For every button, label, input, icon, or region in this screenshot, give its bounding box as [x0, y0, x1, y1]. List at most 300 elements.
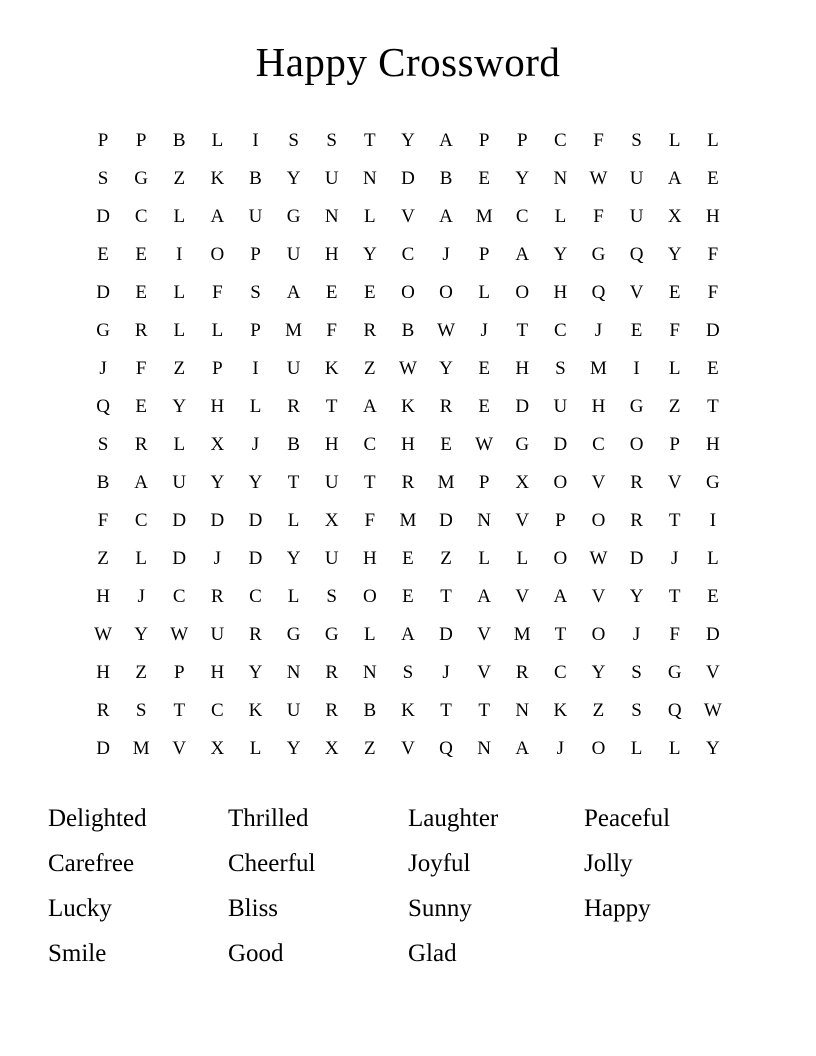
letter-cell: P — [478, 472, 490, 493]
letter-cell: E — [707, 168, 719, 189]
letter-cell: V — [172, 738, 187, 759]
letter-cell: V — [515, 586, 530, 607]
letter-cell: H — [706, 434, 720, 455]
letter-grid-row — [84, 160, 732, 198]
letter-cell: U — [324, 548, 339, 569]
letter-cell: D — [439, 510, 453, 531]
letter-cell: H — [324, 434, 339, 455]
letter-cell: L — [668, 358, 681, 379]
letter-cell: I — [633, 358, 640, 379]
word-list-item: Thrilled — [228, 805, 309, 832]
letter-cell: D — [629, 548, 644, 569]
letter-cell: Y — [553, 244, 568, 265]
letter-cell: Y — [248, 662, 263, 683]
letter-cell: C — [554, 130, 567, 151]
letter-cell: F — [707, 244, 719, 265]
letter-cell: U — [286, 358, 301, 379]
letter-cell: A — [439, 130, 453, 151]
letter-cell: O — [591, 510, 606, 531]
letter-cell: F — [707, 282, 719, 303]
letter-grid-row — [84, 312, 732, 350]
letter-cell: T — [325, 396, 338, 417]
letter-cell: E — [440, 434, 452, 455]
letter-cell: A — [515, 244, 530, 265]
letter-cell: N — [515, 700, 530, 721]
letter-cell: Y — [515, 168, 530, 189]
letter-cell: S — [135, 700, 147, 721]
letter-cell: Y — [439, 358, 453, 379]
letter-grid-row — [84, 502, 732, 540]
letter-cell: M — [475, 206, 493, 227]
letter-cell: W — [398, 358, 417, 379]
letter-grid-row — [84, 540, 732, 578]
letter-cell: J — [480, 320, 488, 341]
word-list-item — [584, 931, 764, 976]
letter-cell: V — [401, 206, 415, 227]
letter-cell: T — [516, 320, 529, 341]
letter-cell: O — [515, 282, 530, 303]
letter-cell: O — [553, 472, 568, 493]
letter-cell: P — [250, 244, 261, 265]
letter-cell: M — [399, 510, 417, 531]
letter-cell: D — [706, 624, 720, 645]
letter-cell: S — [631, 662, 642, 683]
letter-cell: A — [477, 586, 492, 607]
letter-cell: R — [401, 472, 415, 493]
letter-cell: L — [287, 586, 300, 607]
letter-cell: D — [96, 282, 110, 303]
letter-cell: R — [515, 662, 529, 683]
letter-cell: G — [515, 434, 530, 455]
word-list-item: Joyful — [408, 850, 471, 877]
letter-cell: P — [478, 244, 490, 265]
letter-cell: R — [363, 320, 377, 341]
letter-cell: D — [96, 206, 110, 227]
letter-cell: H — [210, 396, 225, 417]
letter-cell: H — [96, 586, 110, 607]
letter-cell: R — [630, 510, 643, 531]
letter-cell: W — [170, 624, 189, 645]
letter-cell: C — [554, 662, 567, 683]
letter-cell: J — [556, 738, 565, 759]
letter-cell: B — [249, 168, 262, 189]
letter-cell: A — [362, 396, 377, 417]
letter-cell: T — [478, 700, 490, 721]
letter-cell: Y — [401, 130, 415, 151]
letter-cell: P — [250, 320, 261, 341]
page-title: Happy Crossword — [255, 39, 561, 85]
letter-cell: Y — [286, 548, 301, 569]
word-list-item: Happy — [584, 895, 651, 922]
letter-cell: J — [670, 548, 679, 569]
letter-cell: W — [589, 168, 608, 189]
letter-cell: R — [211, 586, 224, 607]
word-list-item: Laughter — [408, 805, 499, 832]
letter-grid-row — [84, 426, 732, 464]
letter-cell: E — [135, 244, 147, 265]
letter-cell: J — [99, 358, 107, 379]
letter-cell: S — [250, 282, 261, 303]
letter-cell: W — [437, 320, 455, 341]
letter-cell: K — [210, 168, 225, 189]
letter-cell: E — [478, 358, 490, 379]
letter-cell: V — [515, 510, 530, 531]
letter-cell: P — [555, 510, 566, 531]
letter-cell: P — [173, 662, 185, 683]
letter-cell: L — [478, 282, 490, 303]
letter-cell: V — [629, 282, 644, 303]
letter-cell: K — [401, 396, 415, 417]
letter-cell: J — [251, 434, 260, 455]
letter-cell: L — [249, 738, 262, 759]
letter-cell: G — [667, 662, 682, 683]
letter-grid-row — [84, 730, 732, 768]
letter-cell: I — [176, 244, 183, 265]
letter-cell: T — [364, 130, 376, 151]
letter-cell: R — [96, 700, 110, 721]
letter-grid-row — [84, 578, 732, 616]
letter-cell: M — [513, 624, 531, 645]
letter-cell: D — [96, 738, 110, 759]
letter-cell: O — [439, 282, 453, 303]
letter-cell: L — [478, 548, 490, 569]
letter-cell: O — [591, 738, 606, 759]
letter-cell: W — [475, 434, 494, 455]
letter-cell: B — [439, 168, 453, 189]
letter-cell: K — [553, 700, 568, 721]
letter-cell: G — [286, 624, 301, 645]
letter-cell: X — [210, 738, 225, 759]
letter-cell: B — [363, 700, 377, 721]
letter-cell: L — [707, 548, 719, 569]
letter-cell: Y — [706, 738, 720, 759]
letter-cell: U — [324, 168, 339, 189]
letter-cell: L — [707, 130, 719, 151]
letter-grid-row — [84, 236, 732, 274]
letter-cell: V — [477, 624, 492, 645]
letter-cell: G — [96, 320, 110, 341]
letter-cell: A — [515, 738, 530, 759]
letter-cell: Y — [667, 244, 682, 265]
letter-cell: L — [516, 548, 529, 569]
letter-grid-row — [84, 198, 732, 236]
letter-cell: K — [324, 358, 339, 379]
letter-cell: G — [706, 472, 720, 493]
letter-cell: L — [287, 510, 300, 531]
letter-cell: H — [553, 282, 568, 303]
letter-cell: M — [437, 472, 455, 493]
letter-cell: X — [667, 206, 682, 227]
letter-grid-row — [84, 350, 732, 388]
letter-cell: E — [478, 168, 490, 189]
letter-cell: Z — [592, 700, 605, 721]
letter-cell: L — [668, 738, 681, 759]
letter-cell: B — [96, 472, 110, 493]
letter-cell: U — [248, 206, 263, 227]
letter-cell: Y — [362, 244, 377, 265]
letter-cell: Q — [439, 738, 453, 759]
letter-cell: N — [553, 168, 568, 189]
letter-cell: E — [325, 282, 338, 303]
letter-cell: S — [555, 358, 566, 379]
letter-cell: S — [97, 434, 109, 455]
letter-cell: S — [402, 662, 414, 683]
letter-cell: F — [326, 320, 337, 341]
letter-cell: N — [477, 738, 492, 759]
word-list-item: Bliss — [228, 895, 279, 922]
letter-cell: C — [401, 244, 415, 265]
letter-grid-row — [84, 388, 732, 426]
letter-cell: E — [97, 244, 109, 265]
letter-cell: T — [173, 700, 186, 721]
letter-cell: L — [173, 320, 186, 341]
letter-cell: C — [172, 586, 186, 607]
letter-cell: K — [401, 700, 415, 721]
letter-cell: D — [248, 548, 263, 569]
letter-cell: A — [286, 282, 301, 303]
letter-cell: H — [515, 358, 530, 379]
letter-cell: E — [364, 282, 376, 303]
letter-cell: U — [286, 700, 301, 721]
letter-cell: P — [669, 434, 680, 455]
letter-cell: X — [324, 738, 339, 759]
letter-cell: A — [553, 586, 568, 607]
letter-cell: V — [591, 586, 606, 607]
letter-cell: N — [477, 510, 492, 531]
letter-cell: I — [252, 358, 259, 379]
letter-grid-row — [84, 654, 732, 692]
letter-cell: Y — [134, 624, 149, 645]
letter-cell: R — [134, 434, 148, 455]
letter-cell: L — [211, 320, 224, 341]
letter-cell: M — [132, 738, 150, 759]
letter-cell: H — [96, 662, 110, 683]
letter-cell: V — [667, 472, 682, 493]
word-list-item: Good — [228, 940, 284, 967]
letter-cell: C — [134, 206, 148, 227]
word-list-item: Sunny — [408, 895, 472, 922]
letter-cell: H — [324, 244, 339, 265]
letter-cell: F — [593, 130, 604, 151]
letter-cell: T — [440, 586, 452, 607]
letter-cell: M — [285, 320, 303, 341]
letter-cell: H — [401, 434, 415, 455]
letter-cell: C — [554, 320, 567, 341]
letter-cell: T — [364, 472, 376, 493]
letter-cell: L — [211, 130, 224, 151]
letter-cell: E — [402, 548, 414, 569]
letter-cell: X — [210, 434, 225, 455]
letter-cell: V — [401, 738, 415, 759]
letter-cell: R — [325, 700, 339, 721]
letter-cell: B — [172, 130, 186, 151]
letter-cell: E — [707, 358, 719, 379]
letter-cell: T — [668, 586, 681, 607]
letter-cell: Z — [173, 168, 186, 189]
letter-cell: D — [553, 434, 568, 455]
letter-cell: H — [591, 396, 606, 417]
letter-grid-body — [84, 122, 732, 768]
letter-cell: J — [137, 586, 145, 607]
letter-cell: E — [135, 282, 147, 303]
letter-cell: P — [516, 130, 528, 151]
letter-cell: R — [249, 624, 262, 645]
letter-cell: W — [589, 548, 608, 569]
word-list-item: Jolly — [584, 850, 633, 877]
letter-cell: D — [248, 510, 263, 531]
letter-cell: O — [553, 548, 568, 569]
letter-cell: D — [172, 548, 187, 569]
letter-cell: L — [554, 206, 567, 227]
letter-cell: L — [135, 548, 147, 569]
letter-cell: X — [324, 510, 339, 531]
letter-cell: E — [630, 320, 643, 341]
letter-cell: Q — [96, 396, 110, 417]
letter-cell: A — [210, 206, 225, 227]
letter-cell: X — [515, 472, 530, 493]
letter-cell: H — [706, 206, 720, 227]
letter-cell: M — [590, 358, 607, 379]
letter-cell: Y — [172, 396, 187, 417]
letter-cell: A — [401, 624, 415, 645]
letter-cell: E — [135, 396, 147, 417]
letter-cell: A — [667, 168, 682, 189]
letter-cell: O — [401, 282, 415, 303]
letter-cell: D — [439, 624, 453, 645]
letter-cell: T — [287, 472, 300, 493]
letter-cell: C — [592, 434, 605, 455]
letter-cell: Q — [667, 700, 682, 721]
letter-cell: J — [632, 624, 641, 645]
letter-cell: Q — [591, 282, 606, 303]
letter-grid-row — [84, 616, 732, 654]
word-list-item: Cheerful — [228, 850, 316, 877]
letter-cell: C — [515, 206, 529, 227]
letter-cell: G — [324, 624, 339, 645]
word-list — [0, 796, 816, 976]
letter-cell: R — [287, 396, 300, 417]
letter-cell: P — [212, 358, 223, 379]
letter-cell: Y — [248, 472, 263, 493]
word-list-item: Lucky — [48, 895, 112, 922]
letter-cell: J — [442, 662, 450, 683]
word-list-item: Carefree — [48, 850, 135, 877]
letter-cell: S — [326, 586, 337, 607]
letter-cell: N — [324, 206, 339, 227]
letter-cell: F — [135, 358, 147, 379]
letter-cell: U — [629, 168, 644, 189]
letter-cell: J — [594, 320, 603, 341]
letter-cell: V — [477, 662, 492, 683]
letter-cell: G — [134, 168, 149, 189]
letter-cell: D — [401, 168, 415, 189]
letter-cell: C — [249, 586, 262, 607]
letter-cell: O — [362, 586, 377, 607]
letter-cell: Z — [135, 662, 147, 683]
letter-cell: G — [629, 396, 644, 417]
letter-cell: U — [324, 472, 339, 493]
letter-cell: E — [402, 586, 414, 607]
letter-grid — [84, 122, 732, 768]
letter-cell: P — [478, 130, 490, 151]
letter-cell: H — [210, 662, 225, 683]
letter-cell: F — [212, 282, 223, 303]
letter-cell: Z — [364, 358, 376, 379]
letter-cell: U — [629, 206, 644, 227]
letter-cell: D — [706, 320, 720, 341]
letter-cell: J — [213, 548, 222, 569]
letter-cell: G — [286, 206, 301, 227]
letter-grid-row — [84, 692, 732, 730]
letter-cell: D — [210, 510, 225, 531]
letter-cell: Z — [97, 548, 109, 569]
letter-cell: S — [631, 130, 642, 151]
letter-cell: Y — [591, 662, 606, 683]
letter-cell: R — [439, 396, 453, 417]
letter-cell: F — [593, 206, 604, 227]
letter-cell: Z — [173, 358, 186, 379]
letter-cell: W — [94, 624, 113, 645]
letter-cell: A — [134, 472, 149, 493]
letter-cell: F — [669, 320, 680, 341]
letter-cell: R — [134, 320, 148, 341]
letter-cell: U — [286, 244, 301, 265]
letter-cell: T — [440, 700, 452, 721]
letter-cell: I — [709, 510, 717, 531]
letter-cell: L — [249, 396, 262, 417]
letter-cell: Z — [668, 396, 681, 417]
letter-cell: T — [707, 396, 719, 417]
letter-cell: C — [211, 700, 224, 721]
letter-cell: G — [591, 244, 606, 265]
letter-cell: S — [631, 700, 642, 721]
letter-cell: L — [630, 738, 643, 759]
letter-cell: Y — [286, 738, 301, 759]
letter-cell: F — [97, 510, 109, 531]
letter-cell: F — [669, 624, 680, 645]
letter-grid-row — [84, 122, 732, 160]
word-list-item: Glad — [408, 940, 457, 967]
letter-grid-row — [84, 274, 732, 312]
word-list-item: Peaceful — [584, 805, 671, 832]
letter-cell: E — [478, 396, 490, 417]
letter-cell: T — [668, 510, 681, 531]
letter-cell: L — [173, 282, 186, 303]
letter-cell: R — [630, 472, 643, 493]
letter-cell: U — [172, 472, 187, 493]
letter-cell: I — [252, 130, 259, 151]
letter-cell: J — [442, 244, 450, 265]
letter-cell: V — [706, 662, 720, 683]
letter-cell: T — [554, 624, 567, 645]
letter-cell: O — [629, 434, 644, 455]
letter-cell: C — [363, 434, 377, 455]
letter-cell: V — [591, 472, 606, 493]
letter-cell: L — [668, 130, 681, 151]
letter-cell: E — [707, 586, 719, 607]
letter-cell: B — [401, 320, 415, 341]
letter-cell: R — [325, 662, 339, 683]
word-list-item: Smile — [48, 940, 107, 967]
word-list-item: Delighted — [48, 805, 147, 832]
letter-cell: A — [439, 206, 453, 227]
letter-cell: S — [97, 168, 109, 189]
letter-cell: D — [515, 396, 530, 417]
letter-cell: O — [210, 244, 225, 265]
letter-cell: N — [286, 662, 301, 683]
letter-cell: U — [553, 396, 568, 417]
letter-cell: L — [364, 624, 376, 645]
